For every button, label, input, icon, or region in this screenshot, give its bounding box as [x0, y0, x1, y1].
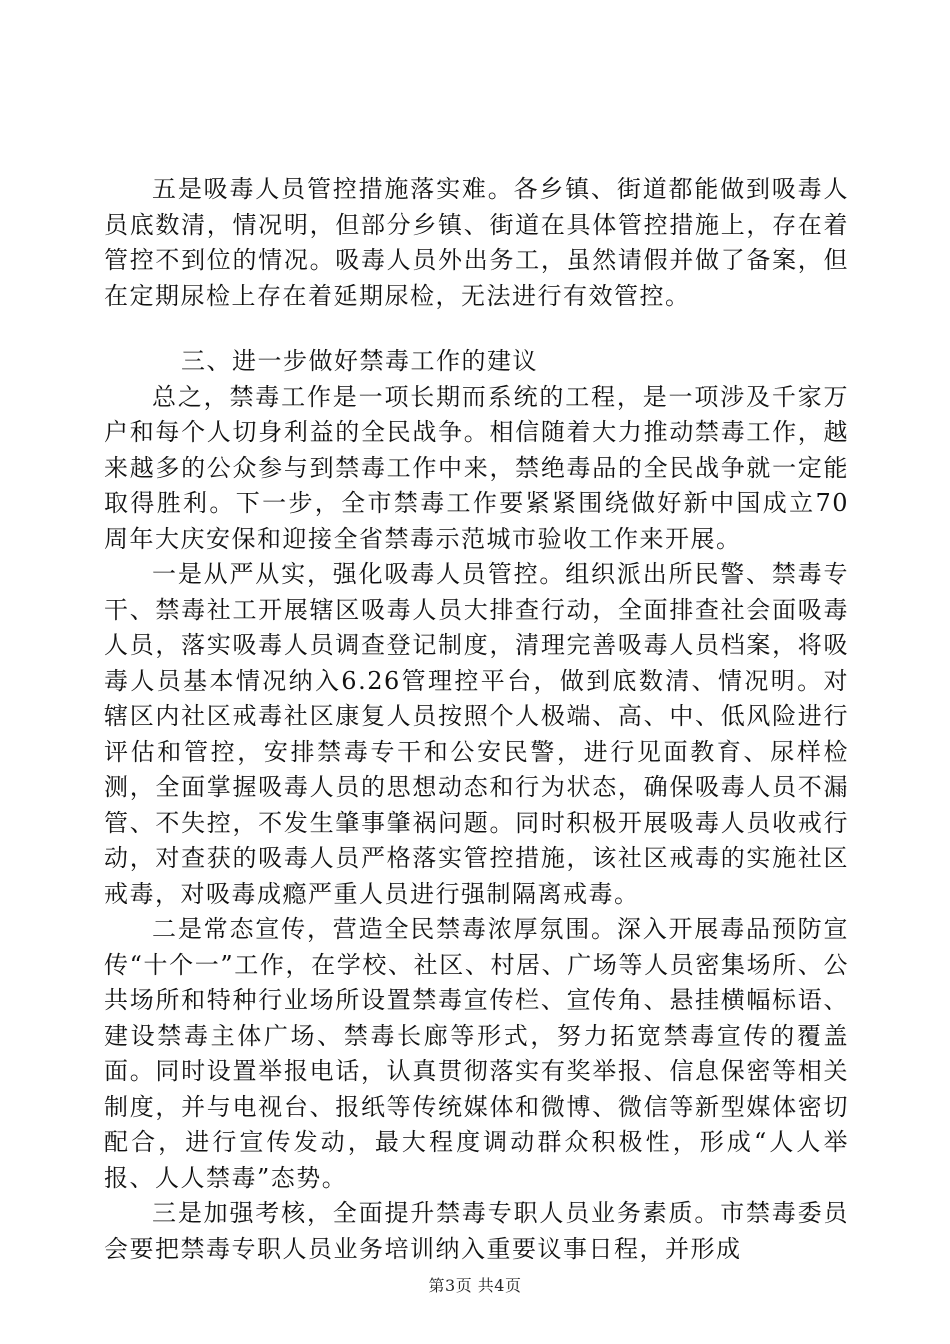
document-body	[104, 172, 849, 1267]
section-heading: 三、进一步做好禁毒工作的建议	[181, 347, 538, 375]
page-number-footer: 第3页 共4页	[428, 1276, 522, 1295]
paragraph-suggestion-3: 三是加强考核，全面提升禁毒专职人员业务素质。市禁毒委员会要把禁毒专职人员业务培训纳入重要议事日程，并形成	[104, 1199, 849, 1263]
paragraph-control-measures: 五是吸毒人员管控措施落实难。各乡镇、街道都能做到吸毒人员底数清，情况明，但部分乡镇、街道在具体管控措施上，存在着管控不到位的情况。吸毒人员外出务工，虽然请假并做了备案，但在定期尿检上存在着延期尿检，无法进行有效管控。	[104, 175, 849, 310]
paragraph-suggestion-1: 一是从严从实，强化吸毒人员管控。组织派出所民警、禁毒专干、禁毒社工开展辖区吸毒人员大排查行动，全面排查社会面吸毒人员，落实吸毒人员调查登记制度，清理完善吸毒人员档案，将吸毒人员基本情况纳入6.26管理控平台，做到底数清、情况明。对辖区内社区戒毒社区康复人员按照个人极端、高、中、低风险进行评估和管控，安排禁毒专干和公安民警，进行见面教育、尿样检测，全面掌握吸毒人员的思想动态和行为状态，确保吸毒人员不漏管、不失控，不发生肇事肇祸问题。同时积极开展吸毒人员收戒行动，对查获的吸毒人员严格落实管控措施，该社区戒毒的实施社区戒毒，对吸毒成瘾严重人员进行强制隔离戒毒。	[104, 560, 849, 908]
paragraph-suggestion-2: 二是常态宣传，营造全民禁毒浓厚氛围。深入开展毒品预防宣传“十个一”工作，在学校、社区、村居、广场等人员密集场所、公共场所和特种行业场所设置禁毒宣传栏、宣传角、悬挂横幅标语、建设禁毒主体广场、禁毒长廊等形式，努力拓宽禁毒宣传的覆盖面。同时设置举报电话，认真贯彻落实有奖举报、信息保密等相关制度，并与电视台、报纸等传统媒体和微博、微信等新型媒体密切配合，进行宣传发动，最大程度调动群众积极性，形成“人人举报、人人禁毒”态势。	[104, 915, 849, 1192]
paragraph-summary: 总之，禁毒工作是一项长期而系统的工程，是一项涉及千家万户和每个人切身利益的全民战争。相信随着大力推动禁毒工作，越来越多的公众参与到禁毒工作中来，禁绝毒品的全民战争就一定能取得胜利。下一步，全市禁毒工作要紧紧围绕做好新中国成立70周年大庆安保和迎接全省禁毒示范城市验收工作来开展。	[104, 382, 849, 553]
paragraph-spacer	[104, 314, 849, 344]
